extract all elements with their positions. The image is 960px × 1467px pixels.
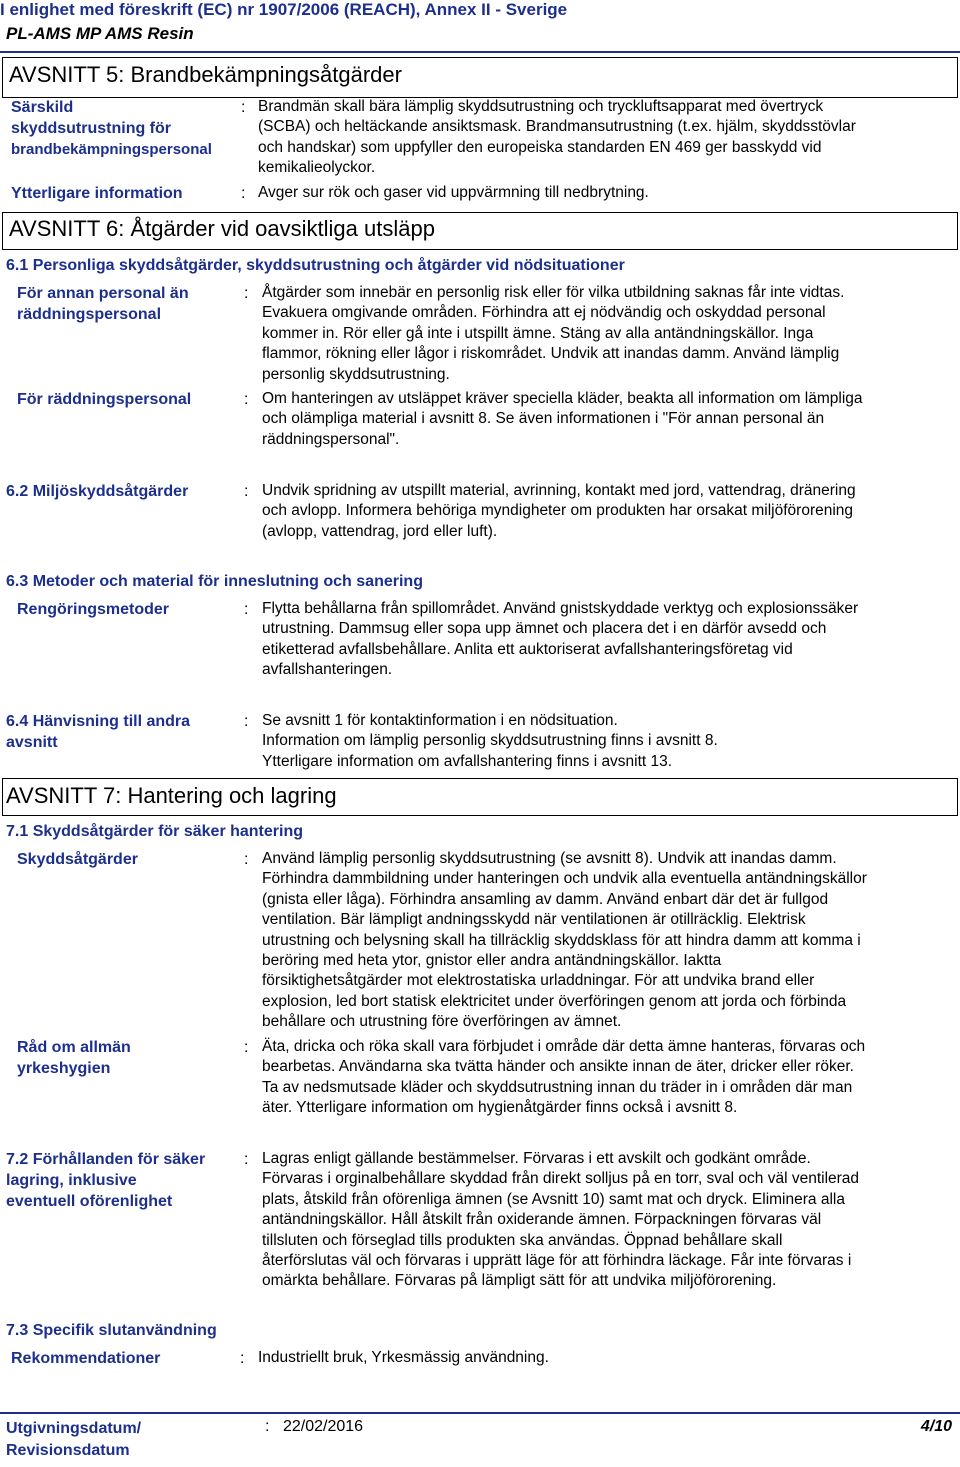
text-line: tillsluten och förseglad tills produkten ska användas. Öppnad behållare skall [262,1231,783,1249]
text-line: Förhindra dammbildning under hanteringen och undvik alla eventuella antändningskällor [262,870,867,888]
label-line: 7.2 Förhållanden för säker [6,1151,206,1168]
label-line: För annan personal än [17,285,189,302]
text-line: omärkta behållare. Förvaras på lämpligt sätt för att undvika miljöförorening. [262,1272,777,1290]
label-line: lagring, inklusive [6,1172,137,1189]
s7-3-text [258,1348,549,1368]
text-line: försiktighetsåtgärder mot elektrostatiska urladdningar. För att undvika brand eller [262,972,815,990]
s6-2-label [6,481,188,502]
text-line: etiketterad avfallsbehållare. Anlita ett auktoriserat avfallshanteringsföretag vid [262,640,793,658]
label-line: yrkeshygien [17,1060,111,1077]
text-line: Brandmän skall bära lämplig skyddsutrustning och tryckluftsapparat med övertryck [258,98,824,115]
colon: : [241,99,246,116]
text-line: kemikalieolyckor. [258,159,376,177]
s7-row2-label [17,1037,131,1079]
text-line: (SCBA) och heltäckande ansiktsmask. Brandmansutrustning (t.ex. hjälm, skyddsstövlar [258,118,856,136]
text-line: Se avsnitt 1 för kontaktinformation i en nödsituation. [262,712,618,729]
s7-row1-label [17,849,138,870]
s5-row2-text [258,183,649,203]
s6-4-label [6,711,190,753]
colon: : [241,185,246,202]
text-line: Äta, dricka och röka skall vara förbjudet i område där detta ämne hanteras, förvaras och [262,1038,866,1055]
text-line: Om hanteringen av utsläppet kräver speciella kläder, beakta all information om lämpliga [262,390,863,407]
subsection-6-3: 6.3 Metoder och material för inneslutning och sanering [6,573,423,590]
s6-3-text [262,599,858,681]
colon: : [240,1350,245,1367]
footer-divider [0,1412,960,1414]
s6-row2-label [17,389,191,410]
subsection-6-1: 6.1 Personliga skyddsåtgärder, skyddsutrustning och åtgärder vid nödsituationer [6,257,625,274]
regulation-header: I enlighet med föreskrift (EC) nr 1907/2006 (REACH), Annex II - Sverige [0,0,568,19]
text-line: Använd lämplig personlig skyddsutrustning (se avsnitt 8). Undvik att inandas damm. [262,850,837,867]
colon: : [244,601,249,618]
text-line: flammor, rökning eller lågor i riskområdet. Undvik att inandas damm. Använd lämplig [262,345,840,363]
s6-3-label [17,599,169,620]
label-line: Rengöringsmetoder [17,601,170,618]
label-line: skyddsutrustning för [11,120,172,137]
s7-row1-text [262,849,867,1033]
text-line: och handskar) som uppfyller den europeiska standarden EN 469 ger basskydd vid [258,138,822,156]
text-line: Ta av nedsmutsade kläder och skyddsutrustning innan du träder in i områden där man [262,1078,853,1096]
text-line: Avger sur rök och gaser vid uppvärmning till nedbrytning. [258,184,649,201]
text-line: Undvik spridning av utspillt material, avrinning, kontakt med jord, vattendrag, dränering [262,482,856,499]
text-line: räddningspersonal". [262,430,400,448]
text-line: beröring med heta ytor, gnistor eller andra antändningskällor. Iaktta [262,952,722,970]
label-line: Råd om allmän [17,1039,131,1056]
colon: : [244,713,249,730]
text-line: Information om lämplig personlig skyddsutrustning finns i avsnitt 8. [262,732,718,750]
text-line: äter. Ytterligare information om hygienåtgärder finns också i avsnitt 8. [262,1099,738,1117]
text-line: personlig skyddsutrustning. [262,365,450,383]
section-6-title: AVSNITT 6: Åtgärder vid oavsiktliga utsläpp [9,216,435,241]
text-line: Industriellt bruk, Yrkesmässig användning. [258,1349,549,1366]
text-line: och olämpliga material i avsnitt 8. Se även informationen i "För annan personal än [262,410,825,428]
text-line: utrustning. Dammsug eller sopa upp ämnet och placera det i en därför avsedd och [262,620,827,638]
text-line: kommer in. Rör eller gå inte i utspillt ämne. Stäng av alla antändningskällor. Inga [262,324,814,342]
colon: : [244,851,249,868]
colon: : [244,1039,249,1056]
label-line: Rekommendationer [11,1350,161,1367]
page-number: 4/10 [920,1418,952,1435]
label-line: Särskild [11,99,74,116]
text-line: utrustning och belysning skall ha tillräcklig skyddsklass för att hindra damm att komma i [262,931,861,949]
s5-row2-label [11,183,183,204]
label-line: Revisionsdatum [6,1442,130,1459]
text-line: Förvaras i orginalbehållare skyddad från direkt solljus på en torr, sval och väl ventilerad [262,1170,860,1188]
text-line: avfallshanteringen. [262,661,393,679]
s5-row1-text [258,97,856,179]
colon: : [265,1418,270,1435]
colon: : [244,1151,249,1168]
label-line: eventuell oförenlighet [6,1193,173,1210]
subsection-7-1: 7.1 Skyddsåtgärder för säker hantering [6,823,303,840]
s6-row1-label [17,283,189,325]
s6-2-text [262,481,856,542]
label-line: För räddningspersonal [17,391,192,408]
text-line: explosion, led bort statisk elektricitet under överföringen genom att jorda och förbinda [262,992,847,1010]
s7-3-label [11,1348,160,1369]
text-line: ventilation. Bär lämpligt andningsskydd när ventilationen är otillräcklig. Elektrisk [262,911,806,929]
label-line: Ytterligare information [11,185,183,202]
colon: : [244,391,249,408]
text-line: behållare och utrustning före överföringen av ämnet. [262,1013,622,1031]
text-line: återförslutas väl och förvaras i upprätt läge för att förhindra läckage. Får inte förvaras i [262,1252,852,1270]
s6-row2-text [262,389,863,450]
section-7-title: AVSNITT 7: Hantering och lagring [6,783,337,808]
footer-date: 22/02/2016 [283,1418,364,1435]
text-line: (avlopp, vattendrag, jord eller luft). [262,522,498,540]
s7-row2-text [262,1037,865,1119]
text-line: (gnista eller låga). Förhindra ansamling av damm. Använd enbart där det är fullgod [262,890,829,908]
label-line: 6.2 Miljöskyddsåtgärder [6,483,189,500]
section-5-title: AVSNITT 5: Brandbekämpningsåtgärder [9,62,402,87]
text-line: Ytterligare information om avfallshantering finns i avsnitt 13. [262,752,673,770]
text-line: plats, åtskild från oförenliga ämnen (se Avsnitt 10) samt mat och dryck. Eliminera alla [262,1190,845,1208]
colon: : [244,285,249,302]
text-line: Åtgärder som innebär en personlig risk eller för vilka utbildning saknas får inte vidtas. [262,284,845,301]
s6-row1-text [262,283,844,385]
label-line: 6.4 Hänvisning till andra [6,713,191,730]
s7-2-text [262,1149,859,1292]
label-line: avsnitt [6,734,58,751]
text-line: Evakuera omgivande områden. Förhindra att ej nödvändig och oskyddad personal [262,304,826,322]
s6-4-text [262,711,718,772]
subsection-7-3: 7.3 Specifik slutanvändning [6,1322,217,1339]
text-line: Flytta behållarna från spillområdet. Använd gnistskyddade verktyg och explosionssäker [262,600,859,617]
s5-row1-label [11,97,212,160]
label-line: Utgivningsdatum/ [6,1420,142,1437]
label-line: brandbekämpningspersonal [11,141,212,158]
product-name: PL-AMS MP AMS Resin [6,24,194,43]
label-line: räddningspersonal [17,306,162,323]
text-line: Lagras enligt gällande bestämmelser. Förvaras i ett avskilt och godkänt område. [262,1150,811,1167]
colon: : [244,483,249,500]
s7-2-label [6,1149,205,1212]
text-line: antändningskällor. Håll åtskilt från oxiderande ämnen. Förpackningen förvaras väl [262,1211,822,1229]
text-line: bearbetas. Användarna ska tvätta händer och ansikte innan de äter, dricker eller röker. [262,1058,854,1076]
header-divider [0,51,960,53]
text-line: och avlopp. Informera behöriga myndigheter om produkten har orsakat miljöförorening [262,502,854,520]
label-line: Skyddsåtgärder [17,851,138,868]
footer-revision-label [6,1418,141,1462]
